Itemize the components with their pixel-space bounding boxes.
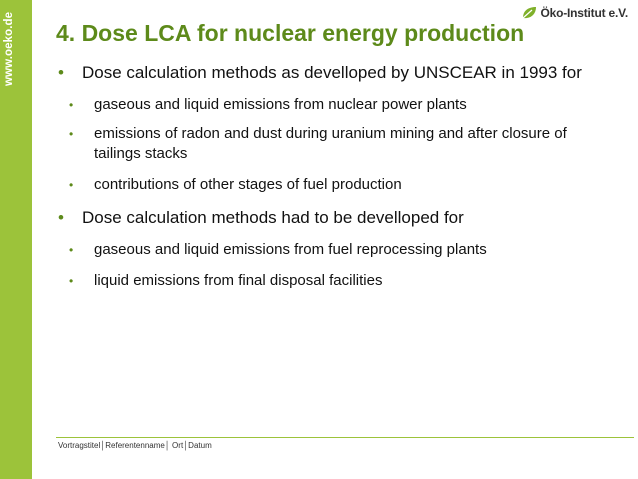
sub-bullet-text: emissions of radon and dust during uranium mining and after closure of tailings stacks	[94, 125, 567, 162]
sub-bullet-item	[56, 175, 616, 195]
sidebar-bar	[0, 0, 32, 479]
footer-text: Vortragstitel│Referentenname│ Ort│Datum	[58, 441, 212, 450]
sub-bullet-item	[56, 95, 616, 115]
sub-bullet-item	[56, 240, 616, 260]
sub-bullet-text: gaseous and liquid emissions from fuel reprocessing plants	[94, 241, 487, 258]
sub-bullet-item	[56, 124, 616, 164]
bullet-marker: •	[58, 63, 64, 82]
bullet-marker: •	[69, 127, 74, 141]
sub-bullet-text: gaseous and liquid emissions from nuclear power plants	[94, 96, 467, 113]
slide-title: 4. Dose LCA for nuclear energy production	[56, 20, 525, 46]
bullet-text: Dose calculation methods had to be develloped for	[82, 208, 464, 227]
logo-text: Öko-Institut e.V.	[540, 6, 628, 20]
leaf-icon	[521, 6, 537, 20]
website-url: www.oeko.de	[3, 11, 15, 86]
sub-bullet-text: contributions of other stages of fuel production	[94, 176, 402, 193]
sub-bullet-item	[56, 271, 616, 291]
bullet-marker: •	[69, 243, 74, 257]
bullet-text: Dose calculation methods as develloped by UNSCEAR in 1993 for	[82, 63, 582, 82]
bullet-marker: •	[69, 274, 74, 288]
footer-divider	[56, 437, 634, 438]
sub-bullet-text: liquid emissions from final disposal facilities	[94, 272, 383, 289]
slide-content	[56, 62, 616, 291]
bullet-marker: •	[69, 178, 74, 192]
bullet-item	[56, 207, 616, 229]
oeko-institut-logo	[521, 3, 628, 23]
bullet-marker: •	[69, 98, 74, 112]
bullet-item	[56, 62, 616, 84]
bullet-marker: •	[58, 208, 64, 227]
